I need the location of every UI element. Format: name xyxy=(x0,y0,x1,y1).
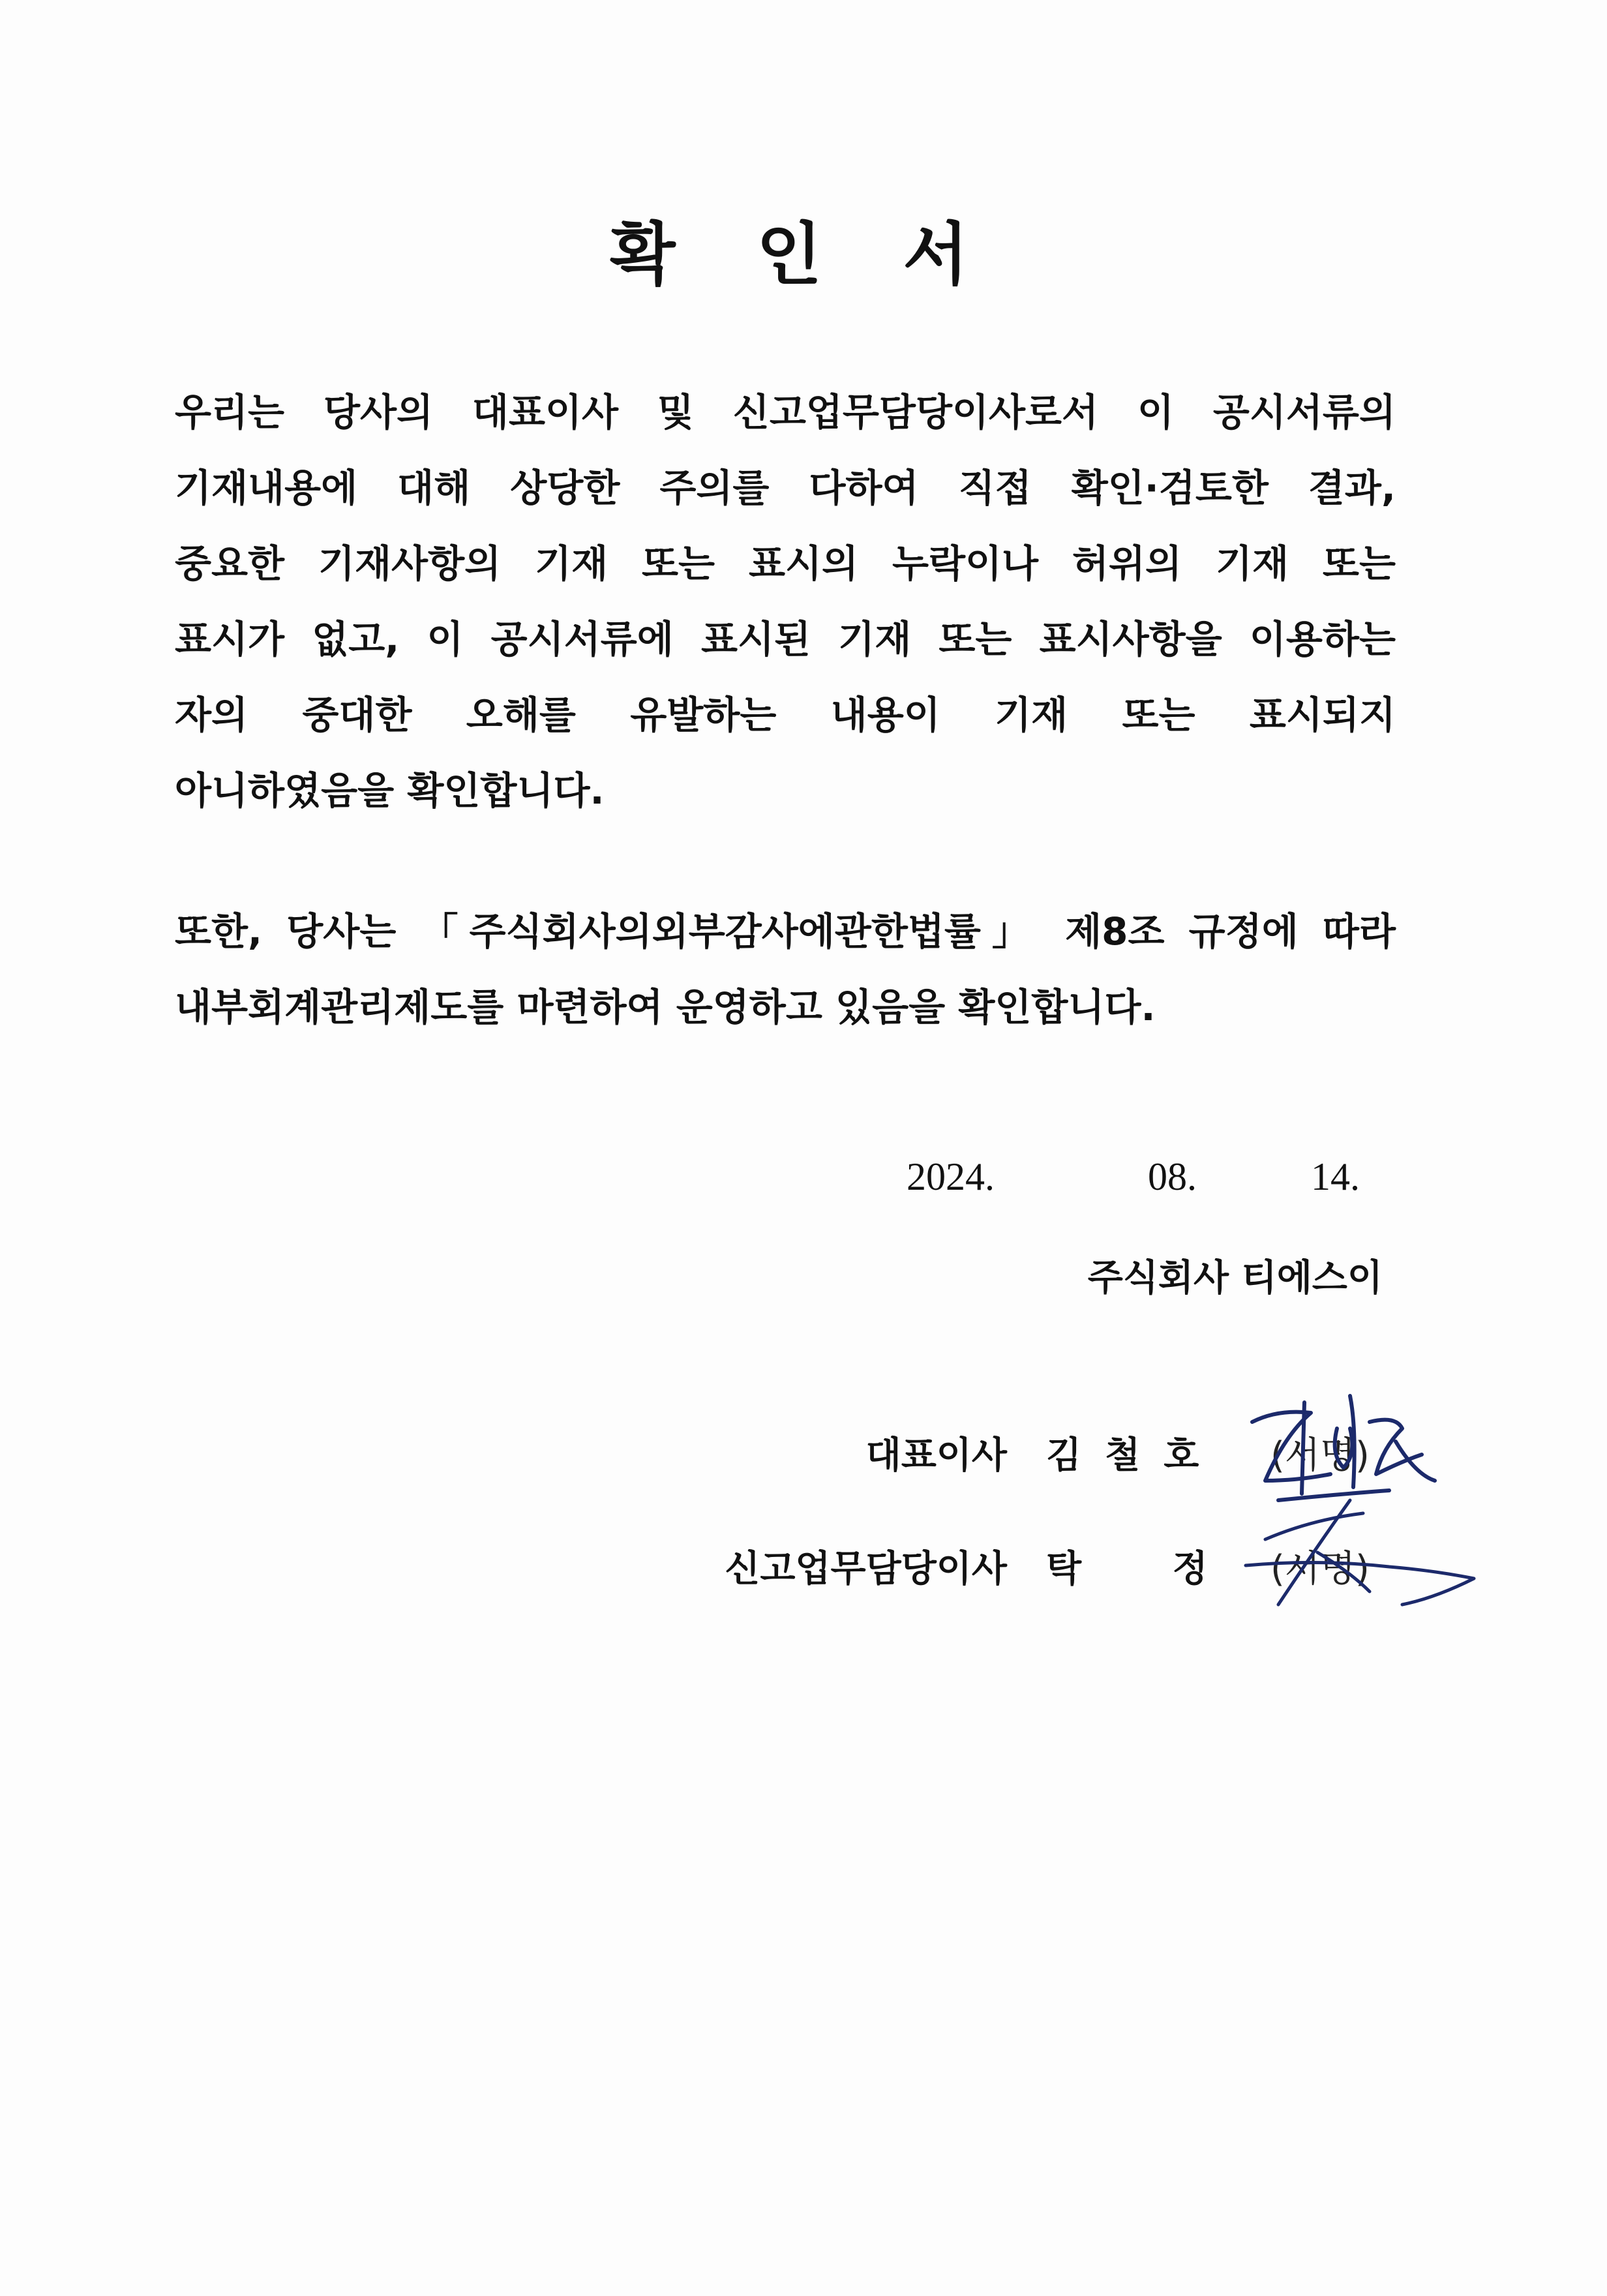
paragraph-line: 중요한 기재사항의 기재 또는 표시의 누락이나 허위의 기재 또는 xyxy=(175,541,1396,586)
date-month: 08. xyxy=(1148,1155,1197,1198)
company-name: 주식회사 티에스이 xyxy=(1087,1257,1383,1299)
paragraph-line: 내부회계관리제도를 마련하여 운영하고 있음을 확인합니다. xyxy=(175,985,1156,1029)
disclosure-officer-name: 탁 정 xyxy=(1046,1548,1247,1590)
date-day: 14. xyxy=(1311,1155,1360,1198)
paragraph-line: 자의 중대한 오해를 유발하는 내용이 기재 또는 표시되지 xyxy=(175,693,1396,737)
paragraph-line: 기재내용에 대해 상당한 주의를 다하여 직접 확인·검토한 결과, xyxy=(175,466,1396,510)
date-year: 2024. xyxy=(907,1155,995,1198)
paragraph-line: 아니하였음을 확인합니다. xyxy=(175,768,605,813)
ceo-name: 김철호 xyxy=(1046,1434,1223,1477)
document-title: 확 인 서 xyxy=(610,215,997,294)
paragraph-line: 또한, 당사는 「주식회사의외부감사에관한법률」 제8조 규정에 따라 xyxy=(175,909,1396,954)
ceo-role: 대표이사 xyxy=(865,1434,1007,1477)
ceo-sign-mark: (서명) xyxy=(1270,1434,1370,1477)
disclosure-officer-role: 신고업무담당이사 xyxy=(725,1548,1007,1590)
paragraph-line: 우리는 당사의 대표이사 및 신고업무담당이사로서 이 공시서류의 xyxy=(175,390,1396,434)
paragraph-line: 표시가 없고, 이 공시서류에 표시된 기재 또는 표시사항을 이용하는 xyxy=(175,617,1396,661)
disclosure-officer-sign-mark: (서명) xyxy=(1270,1548,1370,1590)
